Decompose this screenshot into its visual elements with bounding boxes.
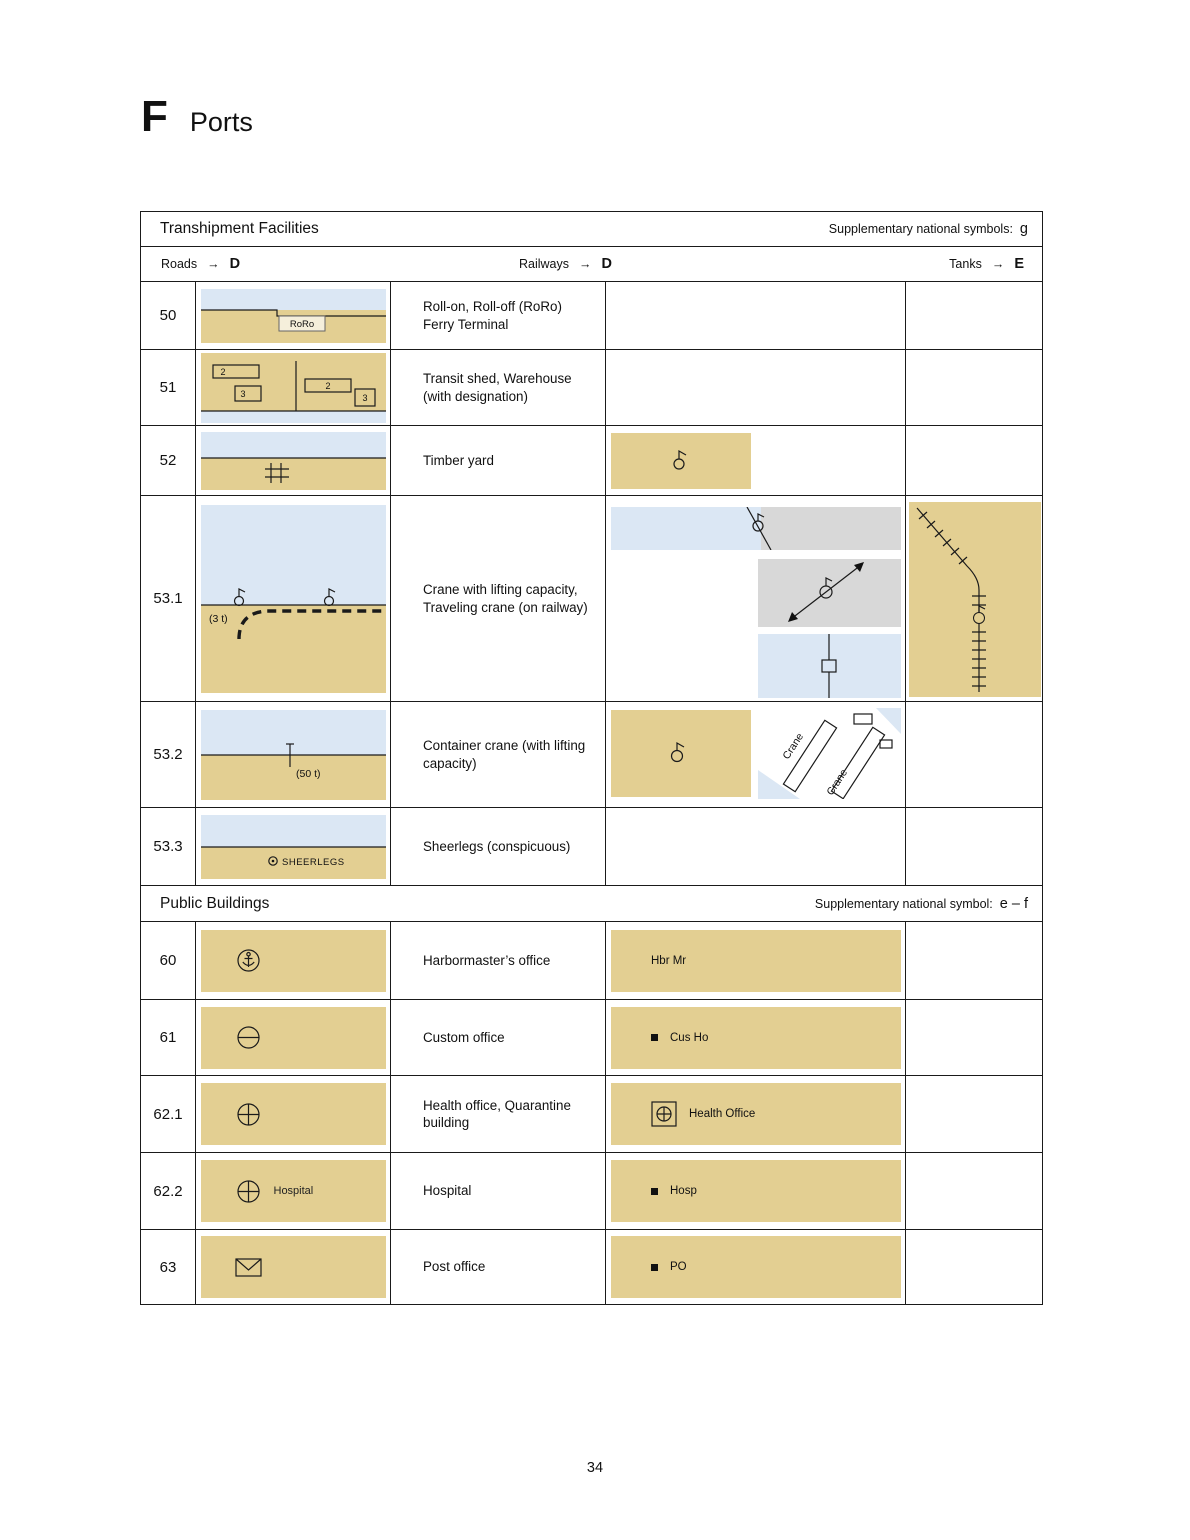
ref-tanks-value: E: [1014, 256, 1024, 272]
crane-symbol: [611, 433, 751, 489]
gantry-crane-on-road-symbol: [758, 634, 901, 698]
hospital-abbr-cell: [606, 1153, 906, 1229]
supplementary-value: g: [1019, 221, 1028, 237]
row-62-1: [141, 1076, 1042, 1153]
row-number: 53.3: [141, 808, 196, 885]
health-office-abbr-cell: [606, 1076, 906, 1152]
anchor-in-circle-icon: [235, 947, 262, 974]
abbr-panel: [611, 1236, 901, 1298]
national-symbol-cell-empty: [906, 1153, 1042, 1229]
transit-shed-symbol: [201, 353, 386, 423]
crane-lifting-symbol-cell: [196, 496, 391, 701]
row-number: 63: [141, 1230, 196, 1304]
intl-symbol-cell-empty: [606, 282, 906, 349]
row-number: 50: [141, 282, 196, 349]
national-symbol-cell-empty: [906, 808, 1042, 885]
row-number: 60: [141, 922, 196, 999]
circle-cross-icon: [235, 1101, 262, 1128]
transhipment-title: Transhipment Facilities: [160, 220, 319, 237]
roro-terminal-symbol-cell: [196, 282, 391, 349]
ref-roads: [161, 256, 240, 272]
hospital-symbol-cell: [196, 1153, 391, 1229]
crane-on-quay-symbol: [611, 507, 901, 550]
abbr-text: Hbr Mr: [651, 954, 687, 967]
post-office-abbr-cell: [606, 1230, 906, 1304]
national-symbol-cell-empty: [906, 702, 1042, 807]
row-number: 53.1: [141, 496, 196, 701]
description: Container crane (with lifting capacity): [391, 702, 606, 807]
timber-yard-symbol-cell: [196, 426, 391, 495]
roro-label: RoRo: [289, 318, 314, 330]
row-53-1: [141, 496, 1042, 702]
capacity-label: (3 t): [208, 612, 228, 625]
ref-roads-label: Roads: [161, 257, 198, 271]
abbr-text: Health Office: [689, 1108, 756, 1120]
symbol-panel: [201, 1083, 386, 1145]
national-symbol-cell-empty: [906, 922, 1042, 999]
transhipment-header-row: [141, 212, 1042, 247]
description: Crane with lifting capacity, Traveling crane (on railway): [391, 496, 606, 701]
national-symbol-cell-empty: [906, 350, 1042, 425]
row-number: 52: [141, 426, 196, 495]
row-62-2: [141, 1153, 1042, 1230]
sheerlegs-symbol-cell: [196, 808, 391, 885]
ref-tanks-label: Tanks: [949, 257, 982, 271]
health-office-symbol-cell: [196, 1076, 391, 1152]
symbol-panel: [201, 1007, 386, 1069]
sheerlegs-symbol: [201, 815, 386, 879]
ref-railways: [519, 256, 612, 272]
ref-railways-value: D: [601, 256, 612, 272]
row-61: [141, 1000, 1042, 1076]
description: Post office: [391, 1230, 606, 1304]
supplementary-label: Supplementary national symbol:: [814, 896, 993, 911]
row-number: 51: [141, 350, 196, 425]
symbol-panel: [201, 930, 386, 992]
intl-symbol-cell-empty: [606, 350, 906, 425]
building-square-icon: [651, 1188, 658, 1195]
public-buildings-header-row: [141, 886, 1042, 922]
building-square-icon: [651, 1264, 658, 1271]
container-crane-symbol: [201, 710, 386, 800]
public-buildings-title: Public Buildings: [160, 894, 270, 912]
page-heading: [141, 92, 253, 142]
abbr-panel: [611, 1007, 901, 1069]
public-supplementary-note: [815, 896, 1028, 912]
building-square-icon: [651, 1034, 658, 1041]
shed-number: 2: [219, 366, 226, 377]
row-50: [141, 282, 1042, 350]
description: Harbormaster’s office: [391, 922, 606, 999]
row-52: [141, 426, 1042, 496]
traveling-crane-alt-cell: [606, 496, 906, 701]
shed-number: 3: [239, 388, 246, 399]
capacity-label: (50 t): [295, 767, 321, 780]
shed-number: 3: [361, 392, 368, 403]
shed-number: 2: [324, 380, 331, 391]
supplementary-value: e – f: [999, 895, 1028, 912]
row-number: 62.1: [141, 1076, 196, 1152]
crane-symbol: [611, 710, 751, 797]
description: Custom office: [391, 1000, 606, 1075]
traveling-crane-arrow-symbol: [758, 559, 901, 627]
symbol-panel: [201, 1236, 386, 1298]
right-arrow-icon: →: [207, 257, 220, 271]
crane-piers-plan-symbol: [758, 708, 901, 799]
row-51: [141, 350, 1042, 426]
abbr-panel: [611, 1160, 901, 1222]
ref-railways-label: Railways: [519, 257, 570, 271]
row-63: [141, 1230, 1042, 1304]
harbormaster-abbr-cell: [606, 922, 906, 999]
transit-shed-symbol-cell: [196, 350, 391, 425]
description: Roll-on, Roll-off (RoRo) Ferry Terminal: [391, 282, 606, 349]
description: Health office, Quarantine building: [391, 1076, 606, 1152]
ref-tanks: [949, 256, 1024, 272]
right-arrow-icon: →: [579, 257, 592, 271]
right-arrow-icon: →: [991, 257, 1005, 271]
sheerlegs-label: SHEERLEGS: [281, 856, 345, 868]
hospital-label: Hospital: [273, 1185, 314, 1197]
crane-on-railway-symbol: [909, 502, 1041, 697]
timber-yard-symbol: [201, 432, 386, 490]
crane-label: Crane: [824, 767, 851, 798]
custom-office-abbr-cell: [606, 1000, 906, 1075]
description: Transit shed, Warehouse (with designation): [391, 350, 606, 425]
abbr-panel: [611, 930, 901, 992]
description: Sheerlegs (conspicuous): [391, 808, 606, 885]
row-number: 61: [141, 1000, 196, 1075]
boxed-circle-cross-icon: [651, 1101, 677, 1127]
row-number: 53.2: [141, 702, 196, 807]
intl-symbol-cell-empty: [606, 808, 906, 885]
page-number: 34: [586, 1460, 604, 1476]
national-symbol-cell-empty: [906, 1076, 1042, 1152]
crane-alt-symbol-cell: [606, 426, 906, 495]
envelope-icon: [235, 1258, 262, 1277]
symbol-panel: [201, 1160, 386, 1222]
national-symbol-cell-empty: [906, 426, 1042, 495]
description: Hospital: [391, 1153, 606, 1229]
abbr-panel: [611, 1083, 901, 1145]
ref-roads-value: D: [229, 256, 241, 272]
cross-reference-row: [141, 247, 1042, 282]
page-title: Ports: [189, 107, 253, 137]
harbormaster-symbol-cell: [196, 922, 391, 999]
container-crane-symbol-cell: [196, 702, 391, 807]
section-letter: F: [141, 92, 168, 141]
row-53-3: [141, 808, 1042, 886]
national-symbol-cell-empty: [906, 282, 1042, 349]
national-symbol-cell-empty: [906, 1230, 1042, 1304]
abbr-text: Hosp: [670, 1185, 697, 1197]
container-crane-alt-cell: [606, 702, 906, 807]
roro-terminal-symbol: [201, 289, 386, 343]
crane-with-capacity-symbol: [201, 505, 386, 693]
symbol-table: [140, 211, 1043, 1305]
national-symbol-cell-empty: [906, 1000, 1042, 1075]
description: Timber yard: [391, 426, 606, 495]
custom-office-symbol-cell: [196, 1000, 391, 1075]
supplementary-label: Supplementary national symbols:: [828, 222, 1013, 236]
circle-cross-icon: [235, 1178, 262, 1205]
crane-label: Crane: [780, 731, 807, 762]
circle-bar-icon: [235, 1024, 262, 1051]
abbr-text: PO: [670, 1261, 687, 1273]
row-60: [141, 922, 1042, 1000]
transhipment-supplementary-note: [829, 221, 1028, 237]
abbr-text: Cus Ho: [670, 1031, 709, 1044]
post-office-symbol-cell: [196, 1230, 391, 1304]
crane-on-railway-cell: [906, 496, 1042, 701]
row-number: 62.2: [141, 1153, 196, 1229]
row-53-2: [141, 702, 1042, 808]
